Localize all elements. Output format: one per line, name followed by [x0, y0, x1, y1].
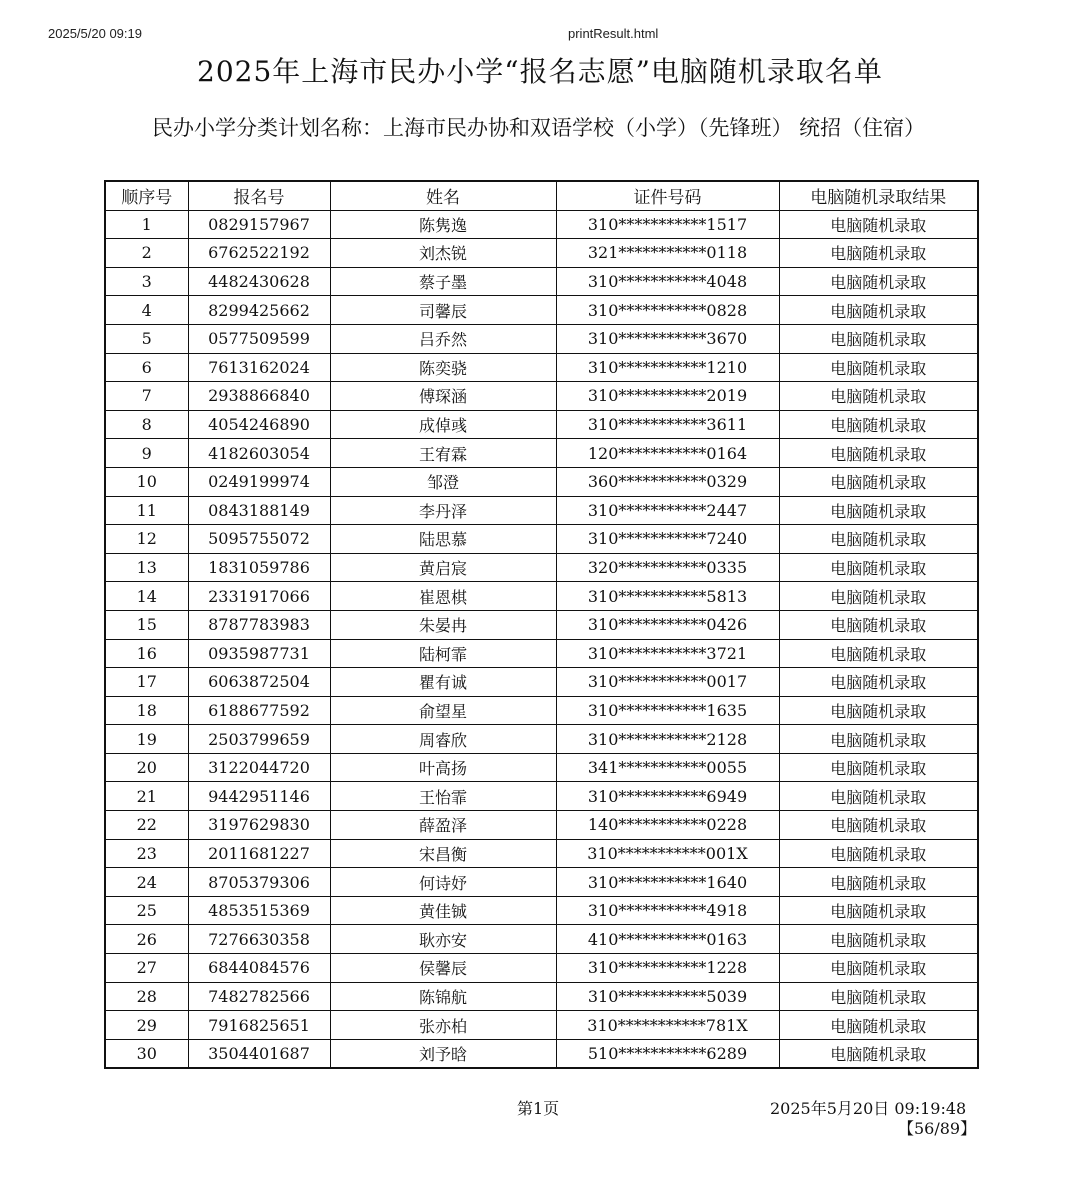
cell-reg-no: 6188677592	[188, 696, 330, 725]
cell-id-no: 120***********0164	[556, 439, 779, 468]
cell-result: 电脑随机录取	[779, 782, 978, 811]
cell-id-no: 310***********4048	[556, 267, 779, 296]
cell-seq: 22	[105, 811, 188, 840]
cell-reg-no: 0843188149	[188, 496, 330, 525]
cell-seq: 17	[105, 668, 188, 697]
print-date: 2025/5/20 09:19	[48, 26, 142, 41]
cell-name: 耿亦安	[330, 925, 556, 954]
cell-seq: 11	[105, 496, 188, 525]
cell-id-no: 320***********0335	[556, 553, 779, 582]
table-row	[105, 811, 978, 840]
table-row	[105, 982, 978, 1011]
cell-result: 电脑随机录取	[779, 753, 978, 782]
cell-id-no: 310***********1635	[556, 696, 779, 725]
cell-name: 司馨辰	[330, 296, 556, 325]
cell-result: 电脑随机录取	[779, 982, 978, 1011]
cell-name: 瞿有诚	[330, 668, 556, 697]
table-row	[105, 382, 978, 411]
table-row	[105, 696, 978, 725]
cell-result: 电脑随机录取	[779, 467, 978, 496]
cell-reg-no: 6762522192	[188, 239, 330, 268]
table-row	[105, 925, 978, 954]
cell-reg-no: 0249199974	[188, 467, 330, 496]
cell-reg-no: 7482782566	[188, 982, 330, 1011]
cell-id-no: 310***********1210	[556, 353, 779, 382]
cell-id-no: 360***********0329	[556, 467, 779, 496]
cell-seq: 2	[105, 239, 188, 268]
table-row	[105, 467, 978, 496]
cell-id-no: 410***********0163	[556, 925, 779, 954]
cell-name: 侯馨辰	[330, 954, 556, 983]
cell-name: 宋昌衡	[330, 839, 556, 868]
print-filename: printResult.html	[568, 26, 659, 41]
cell-name: 崔恩棋	[330, 582, 556, 611]
cell-id-no: 310***********6949	[556, 782, 779, 811]
cell-reg-no: 2503799659	[188, 725, 330, 754]
cell-reg-no: 6844084576	[188, 954, 330, 983]
cell-seq: 23	[105, 839, 188, 868]
cell-seq: 12	[105, 525, 188, 554]
header-id-no: 证件号码	[556, 181, 779, 210]
cell-result: 电脑随机录取	[779, 696, 978, 725]
cell-name: 刘予晗	[330, 1039, 556, 1068]
cell-result: 电脑随机录取	[779, 896, 978, 925]
cell-reg-no: 2331917066	[188, 582, 330, 611]
cell-result: 电脑随机录取	[779, 668, 978, 697]
cell-reg-no: 8299425662	[188, 296, 330, 325]
table-header-row	[105, 181, 978, 210]
cell-name: 黄启宸	[330, 553, 556, 582]
print-header	[48, 26, 1032, 46]
table-row	[105, 496, 978, 525]
table-row	[105, 525, 978, 554]
cell-result: 电脑随机录取	[779, 324, 978, 353]
cell-seq: 19	[105, 725, 188, 754]
cell-seq: 6	[105, 353, 188, 382]
cell-seq: 16	[105, 639, 188, 668]
cell-reg-no: 4182603054	[188, 439, 330, 468]
cell-result: 电脑随机录取	[779, 839, 978, 868]
cell-name: 陈锦航	[330, 982, 556, 1011]
cell-seq: 28	[105, 982, 188, 1011]
cell-id-no: 140***********0228	[556, 811, 779, 840]
cell-result: 电脑随机录取	[779, 725, 978, 754]
cell-result: 电脑随机录取	[779, 525, 978, 554]
cell-id-no: 310***********3611	[556, 410, 779, 439]
admission-table	[104, 180, 979, 1069]
cell-name: 张亦柏	[330, 1011, 556, 1040]
header-name: 姓名	[330, 181, 556, 210]
cell-reg-no: 0577509599	[188, 324, 330, 353]
cell-seq: 15	[105, 610, 188, 639]
table-row	[105, 296, 978, 325]
cell-reg-no: 0935987731	[188, 639, 330, 668]
cell-result: 电脑随机录取	[779, 868, 978, 897]
cell-result: 电脑随机录取	[779, 210, 978, 239]
cell-result: 电脑随机录取	[779, 811, 978, 840]
cell-reg-no: 4054246890	[188, 410, 330, 439]
cell-reg-no: 3197629830	[188, 811, 330, 840]
cell-name: 傅琛涵	[330, 382, 556, 411]
cell-seq: 5	[105, 324, 188, 353]
cell-reg-no: 2011681227	[188, 839, 330, 868]
cell-result: 电脑随机录取	[779, 496, 978, 525]
cell-name: 俞望星	[330, 696, 556, 725]
cell-result: 电脑随机录取	[779, 582, 978, 611]
cell-result: 电脑随机录取	[779, 610, 978, 639]
cell-id-no: 310***********1640	[556, 868, 779, 897]
table-row	[105, 839, 978, 868]
cell-seq: 30	[105, 1039, 188, 1068]
table-row	[105, 610, 978, 639]
cell-name: 王宥霖	[330, 439, 556, 468]
cell-reg-no: 4853515369	[188, 896, 330, 925]
cell-seq: 24	[105, 868, 188, 897]
table-row	[105, 439, 978, 468]
cell-reg-no: 7613162024	[188, 353, 330, 382]
cell-id-no: 310***********1228	[556, 954, 779, 983]
table-row	[105, 639, 978, 668]
cell-reg-no: 4482430628	[188, 267, 330, 296]
cell-name: 王怡霏	[330, 782, 556, 811]
table-row	[105, 896, 978, 925]
cell-reg-no: 3122044720	[188, 753, 330, 782]
cell-reg-no: 3504401687	[188, 1039, 330, 1068]
cell-result: 电脑随机录取	[779, 1039, 978, 1068]
table-row	[105, 267, 978, 296]
cell-name: 邹澄	[330, 467, 556, 496]
cell-reg-no: 2938866840	[188, 382, 330, 411]
cell-name: 何诗妤	[330, 868, 556, 897]
cell-seq: 29	[105, 1011, 188, 1040]
table-row	[105, 954, 978, 983]
cell-id-no: 310***********2128	[556, 725, 779, 754]
cell-result: 电脑随机录取	[779, 382, 978, 411]
table-row	[105, 725, 978, 754]
header-reg-no: 报名号	[188, 181, 330, 210]
cell-result: 电脑随机录取	[779, 553, 978, 582]
cell-reg-no: 0829157967	[188, 210, 330, 239]
cell-name: 成倬彧	[330, 410, 556, 439]
cell-name: 周睿欣	[330, 725, 556, 754]
cell-seq: 8	[105, 410, 188, 439]
table-row	[105, 1011, 978, 1040]
cell-name: 陈隽逸	[330, 210, 556, 239]
cell-result: 电脑随机录取	[779, 954, 978, 983]
cell-reg-no: 8787783983	[188, 610, 330, 639]
cell-seq: 4	[105, 296, 188, 325]
cell-result: 电脑随机录取	[779, 296, 978, 325]
cell-reg-no: 8705379306	[188, 868, 330, 897]
table-row	[105, 1039, 978, 1068]
cell-result: 电脑随机录取	[779, 439, 978, 468]
cell-seq: 14	[105, 582, 188, 611]
cell-name: 叶高扬	[330, 753, 556, 782]
cell-reg-no: 7276630358	[188, 925, 330, 954]
cell-name: 薛盈泽	[330, 811, 556, 840]
cell-result: 电脑随机录取	[779, 353, 978, 382]
table-row	[105, 582, 978, 611]
document-title: 2025年上海市民办小学“报名志愿”电脑随机录取名单	[197, 55, 883, 88]
cell-seq: 26	[105, 925, 188, 954]
table-row	[105, 324, 978, 353]
cell-id-no: 310***********0017	[556, 668, 779, 697]
cell-id-no: 510***********6289	[556, 1039, 779, 1068]
cell-result: 电脑随机录取	[779, 267, 978, 296]
cell-name: 李丹泽	[330, 496, 556, 525]
header-seq: 顺序号	[105, 181, 188, 210]
cell-id-no: 310***********2447	[556, 496, 779, 525]
table-row	[105, 868, 978, 897]
table-row	[105, 668, 978, 697]
table-row	[105, 410, 978, 439]
cell-seq: 9	[105, 439, 188, 468]
cell-result: 电脑随机录取	[779, 410, 978, 439]
cell-result: 电脑随机录取	[779, 1011, 978, 1040]
plan-name: 民办小学分类计划名称：上海市民办协和双语学校（小学）（先锋班） 统招（住宿）	[152, 116, 926, 140]
cell-seq: 25	[105, 896, 188, 925]
cell-id-no: 310***********001X	[556, 839, 779, 868]
cell-result: 电脑随机录取	[779, 925, 978, 954]
cell-reg-no: 9442951146	[188, 782, 330, 811]
cell-reg-no: 6063872504	[188, 668, 330, 697]
cell-id-no: 310***********7240	[556, 525, 779, 554]
cell-name: 吕乔然	[330, 324, 556, 353]
cell-seq: 1	[105, 210, 188, 239]
cell-id-no: 310***********781X	[556, 1011, 779, 1040]
cell-name: 刘杰锐	[330, 239, 556, 268]
table-row	[105, 553, 978, 582]
cell-id-no: 310***********0828	[556, 296, 779, 325]
cell-name: 黄佳铖	[330, 896, 556, 925]
cell-seq: 13	[105, 553, 188, 582]
page-number: 第1页	[517, 1099, 560, 1118]
cell-result: 电脑随机录取	[779, 239, 978, 268]
cell-seq: 10	[105, 467, 188, 496]
cell-reg-no: 7916825651	[188, 1011, 330, 1040]
cell-seq: 7	[105, 382, 188, 411]
cell-reg-no: 1831059786	[188, 553, 330, 582]
cell-seq: 3	[105, 267, 188, 296]
cell-name: 朱晏冉	[330, 610, 556, 639]
table-row	[105, 753, 978, 782]
cell-name: 陆柯霏	[330, 639, 556, 668]
cell-id-no: 310***********3670	[556, 324, 779, 353]
cell-id-no: 310***********2019	[556, 382, 779, 411]
cell-id-no: 341***********0055	[556, 753, 779, 782]
table-body	[105, 210, 978, 1068]
cell-id-no: 310***********5813	[556, 582, 779, 611]
page-count: 【56/89】	[898, 1119, 977, 1138]
table-row	[105, 210, 978, 239]
cell-id-no: 321***********0118	[556, 239, 779, 268]
cell-name: 陆思慕	[330, 525, 556, 554]
table-row	[105, 353, 978, 382]
cell-result: 电脑随机录取	[779, 639, 978, 668]
cell-id-no: 310***********5039	[556, 982, 779, 1011]
cell-id-no: 310***********1517	[556, 210, 779, 239]
cell-id-no: 310***********0426	[556, 610, 779, 639]
table-row	[105, 782, 978, 811]
header-result: 电脑随机录取结果	[779, 181, 978, 210]
cell-name: 陈奕骁	[330, 353, 556, 382]
cell-name: 蔡子墨	[330, 267, 556, 296]
cell-id-no: 310***********4918	[556, 896, 779, 925]
cell-seq: 20	[105, 753, 188, 782]
cell-id-no: 310***********3721	[556, 639, 779, 668]
cell-seq: 27	[105, 954, 188, 983]
cell-seq: 21	[105, 782, 188, 811]
table-row	[105, 239, 978, 268]
cell-reg-no: 5095755072	[188, 525, 330, 554]
print-timestamp: 2025年5月20日 09:19:48	[770, 1099, 967, 1118]
cell-seq: 18	[105, 696, 188, 725]
